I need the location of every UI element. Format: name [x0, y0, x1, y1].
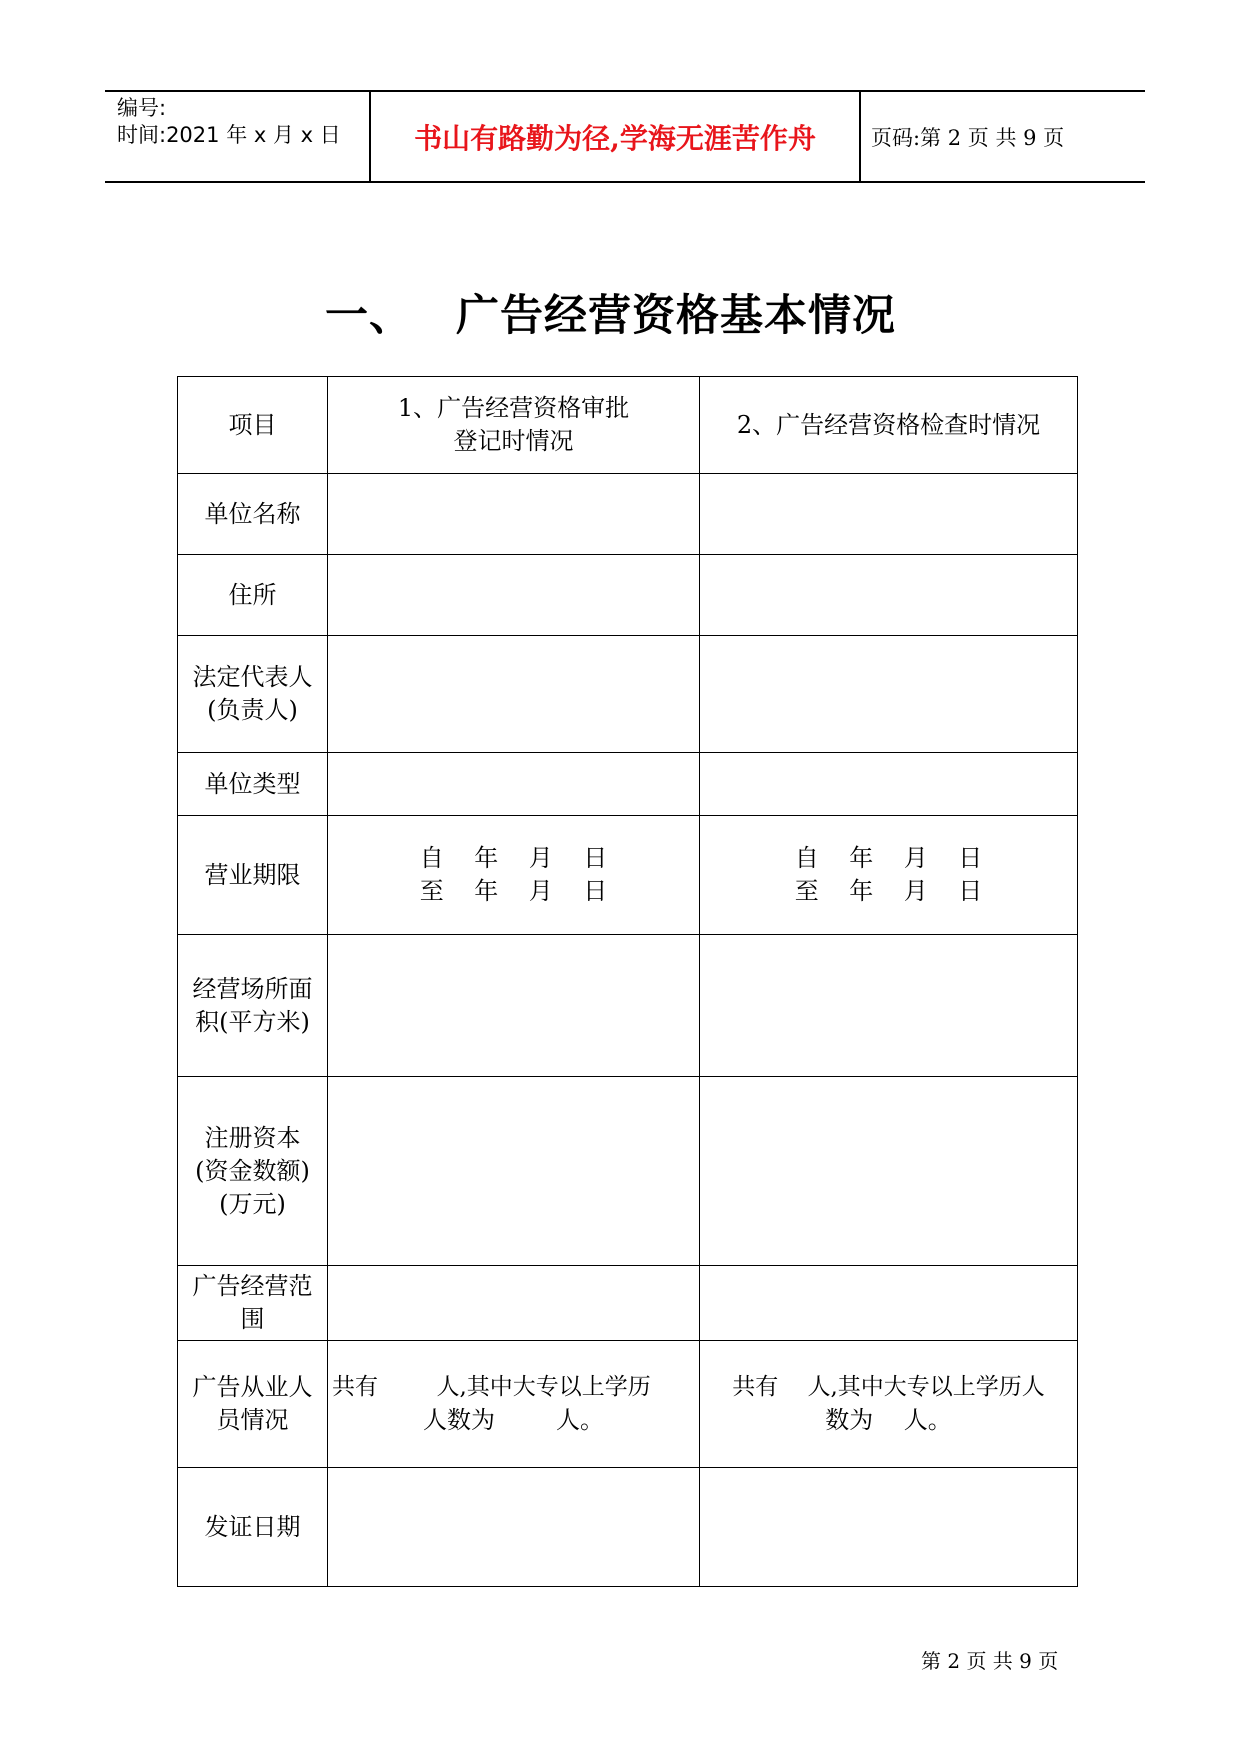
header-motto: 书山有路勤为径,学海无涯苦作舟 — [414, 121, 816, 155]
field-unit-type-approval[interactable] — [328, 753, 700, 816]
row-label-text: 单位类型 — [204, 769, 301, 798]
field-legal-rep-inspection[interactable] — [700, 636, 1078, 753]
term-from-line: 自 年 月 日 — [794, 844, 983, 872]
row-label-text: 积(平方米) — [195, 1007, 310, 1036]
qualification-table — [177, 376, 1078, 1587]
field-scope-approval[interactable] — [328, 1266, 700, 1341]
table-row — [178, 1077, 1078, 1266]
field-capital-approval[interactable] — [328, 1077, 700, 1266]
row-label-scope — [178, 1266, 328, 1341]
field-staff-inspection[interactable] — [700, 1341, 1078, 1468]
document-time-label: 时间:2021 年 x 月 x 日 — [117, 123, 341, 147]
header-meta — [117, 92, 369, 181]
row-label-text: (资金数额) — [195, 1156, 310, 1185]
page-header — [105, 90, 1145, 183]
row-label-text: 单位名称 — [204, 499, 301, 528]
table-row — [178, 1468, 1078, 1587]
table-row — [178, 1341, 1078, 1468]
table-row — [178, 555, 1078, 636]
row-label-text: 营业期限 — [204, 860, 301, 889]
field-capital-inspection[interactable] — [700, 1077, 1078, 1266]
field-address-approval[interactable] — [328, 555, 700, 636]
staff-text-line: 共有 人,其中大专以上学历 — [332, 1374, 651, 1400]
row-label-staff — [178, 1341, 328, 1468]
field-business-term-approval[interactable] — [328, 816, 700, 935]
header-divider — [859, 92, 861, 181]
table-row — [178, 636, 1078, 753]
row-label-unit-name — [178, 474, 328, 555]
row-label-text: 围 — [240, 1305, 265, 1333]
document-number-label: 编号: — [117, 96, 167, 120]
header-col1-line2: 登记时情况 — [453, 427, 574, 455]
row-label-text: 广告从业人 — [192, 1373, 313, 1401]
header-col1-cell — [328, 377, 700, 474]
row-label-text: (万元) — [219, 1189, 286, 1218]
field-unit-name-approval[interactable] — [328, 474, 700, 555]
table-row — [178, 474, 1078, 555]
term-to-line: 至 年 月 日 — [419, 877, 608, 905]
field-business-term-inspection[interactable] — [700, 816, 1078, 935]
row-label-text: 法定代表人 — [192, 663, 313, 691]
row-label-text: 经营场所面 — [192, 974, 313, 1003]
field-legal-rep-approval[interactable] — [328, 636, 700, 753]
term-to-line: 至 年 月 日 — [794, 877, 983, 905]
section-title — [325, 282, 896, 343]
row-label-unit-type — [178, 753, 328, 816]
field-area-approval[interactable] — [328, 935, 700, 1077]
table-row — [178, 816, 1078, 935]
header-col2-label: 2、广告经营资格检查时情况 — [736, 410, 1041, 439]
page-footer: 第 2 页 共 9 页 — [921, 1649, 1059, 1673]
row-label-text: 住所 — [228, 580, 277, 609]
row-label-text: 员情况 — [216, 1406, 289, 1434]
staff-text-line: 数为 人。 — [825, 1406, 952, 1434]
row-label-business-term — [178, 816, 328, 935]
row-label-text: 注册资本 — [204, 1123, 301, 1152]
section-title-text: 广告经营资格基本情况 — [456, 291, 896, 341]
header-item-cell — [178, 377, 328, 474]
row-label-issue-date — [178, 1468, 328, 1587]
field-address-inspection[interactable] — [700, 555, 1078, 636]
field-unit-type-inspection[interactable] — [700, 753, 1078, 816]
field-area-inspection[interactable] — [700, 935, 1078, 1077]
header-item-label: 项目 — [228, 410, 277, 439]
header-col2-cell — [700, 377, 1078, 474]
field-scope-inspection[interactable] — [700, 1266, 1078, 1341]
row-label-legal-rep — [178, 636, 328, 753]
row-label-address — [178, 555, 328, 636]
field-issue-date-approval[interactable] — [328, 1468, 700, 1587]
field-staff-approval[interactable] — [328, 1341, 700, 1468]
field-issue-date-inspection[interactable] — [700, 1468, 1078, 1587]
row-label-capital — [178, 1077, 328, 1266]
section-number: 一、 — [325, 291, 413, 341]
table-row — [178, 935, 1078, 1077]
staff-text-line: 人数为 人。 — [422, 1406, 605, 1434]
table-header-row — [178, 377, 1078, 474]
row-label-area — [178, 935, 328, 1077]
table-row — [178, 753, 1078, 816]
field-unit-name-inspection[interactable] — [700, 474, 1078, 555]
header-page-info: 页码:第 2 页 共 9 页 — [871, 125, 1065, 150]
header-col1-line1: 1、广告经营资格审批 — [397, 394, 630, 422]
table-row — [178, 1266, 1078, 1341]
term-from-line: 自 年 月 日 — [419, 844, 608, 872]
row-label-text: 广告经营范 — [192, 1272, 313, 1300]
row-label-text: 发证日期 — [204, 1512, 301, 1541]
row-label-text: (负责人) — [207, 696, 298, 724]
staff-text-line: 共有 人,其中大专以上学历人 — [732, 1374, 1045, 1400]
